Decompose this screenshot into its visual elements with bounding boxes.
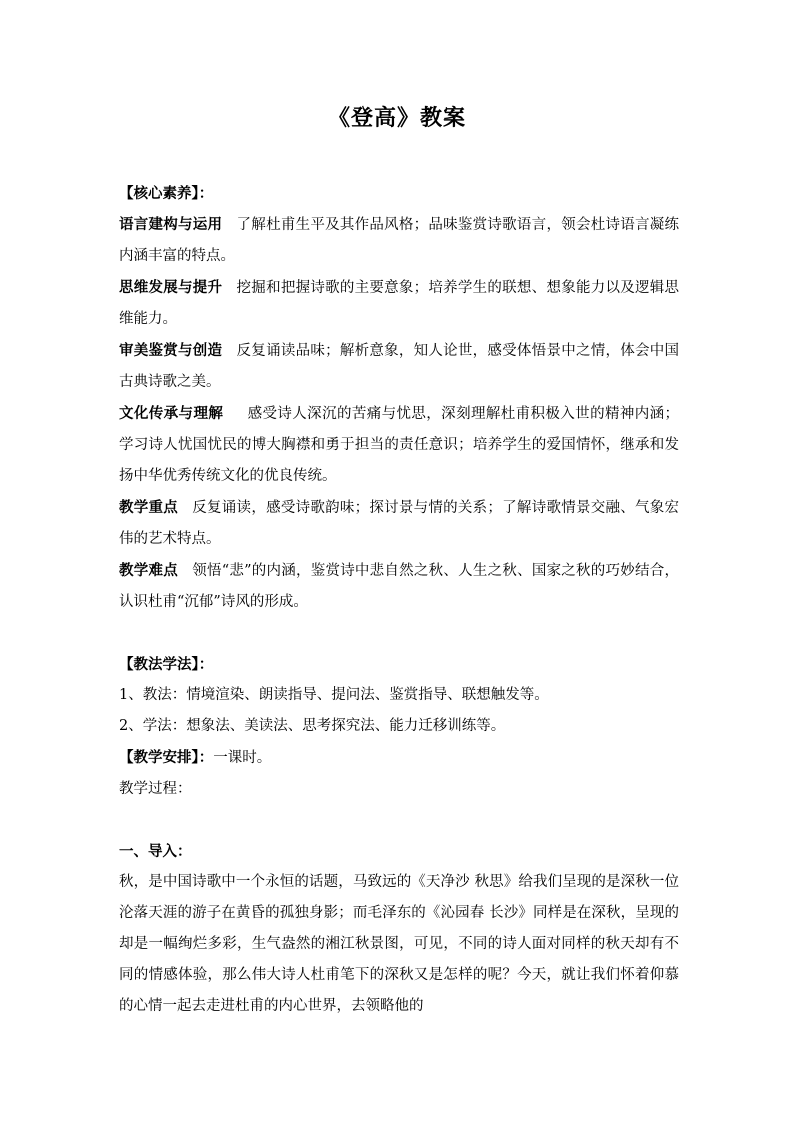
arrangement [119, 742, 679, 774]
arrangement-text: 一课时。 [213, 750, 272, 766]
core-item-culture [119, 398, 679, 492]
core-item-text: 反复诵读，感受诗歌韵味；探讨景与情的关系；了解诗歌情景交融、气象宏伟的艺术特点。 [119, 500, 680, 547]
intro-heading: 一、导入： [119, 843, 192, 860]
core-item-language [119, 209, 679, 272]
core-heading: 【核心素养】： [119, 185, 214, 202]
process-label: 教学过程： [119, 781, 192, 797]
core-item-label: 思维发展与提升 [119, 279, 223, 296]
spacer [119, 805, 679, 836]
document-body [119, 178, 679, 1022]
core-item-text: 感受诗人深沉的苦痛与忧思，深刻理解杜甫积极入世的精神内涵；学习诗人忧国忧民的博大胸襟和勇于担当的责任意识；培养学生的爱国情怀，继承和发扬中华优秀传统文化的优良传统。 [119, 406, 680, 484]
core-item-aesthetic [119, 335, 679, 398]
core-item-text: 了解杜甫生平及其作品风格；品味鉴赏诗歌语言，领会杜诗语言凝练内涵丰富的特点。 [119, 217, 679, 264]
core-item-label: 语言建构与运用 [119, 216, 223, 233]
core-item-text: 领悟“悲”的内涵，鉴赏诗中悲自然之秋、人生之秋、国家之秋的巧妙结合，认识杜甫“沉郁”诗风的形成。 [119, 563, 679, 610]
spacer [119, 618, 679, 649]
intro-paragraph: 秋，是中国诗歌中一个永恒的话题，马致远的《天净沙 秋思》给我们呈现的是深秋一位沦落天涯的游子在黄昏的孤独身影；而毛泽东的《沁园春 长沙》同样是在深秋，呈现的却是一幅绚烂多彩，生气盎然的湘江秋景图，可见，不同的诗人面对同样的秋天却有不同的情感体验，那么伟大诗人杜甫笔下的深秋又是怎样的呢？今天，就让我们怀着仰慕的心情一起去走进杜甫的内心世界，去领略他的 [119, 874, 679, 1014]
core-item-label: 教学难点 [119, 562, 178, 579]
core-item-text: 反复诵读品味；解析意象，知人论世，感受体悟景中之情，体会中国古典诗歌之美。 [119, 343, 679, 390]
arrangement-heading: 【教学安排】： [119, 749, 214, 766]
methods-line-learning: 2、学法：想象法、美读法、思考探究法、能力迁移训练等。 [119, 718, 506, 734]
core-item-label: 文化传承与理解 [119, 405, 224, 422]
core-item-text: 挖掘和把握诗歌的主要意象；培养学生的联想、想象能力以及逻辑思维能力。 [119, 280, 679, 327]
document-title: 《登高》教案 [327, 105, 466, 131]
teaching-difficulty [119, 555, 679, 618]
core-item-label: 审美鉴赏与创造 [119, 342, 223, 359]
core-item-thinking [119, 272, 679, 335]
methods-heading: 【教法学法】： [119, 656, 214, 673]
teaching-focus [119, 492, 679, 555]
core-item-label: 教学重点 [119, 499, 179, 516]
methods-line-teaching: 1、教法：情境渲染、朗读指导、提问法、鉴赏指导、联想触发等。 [119, 687, 549, 703]
